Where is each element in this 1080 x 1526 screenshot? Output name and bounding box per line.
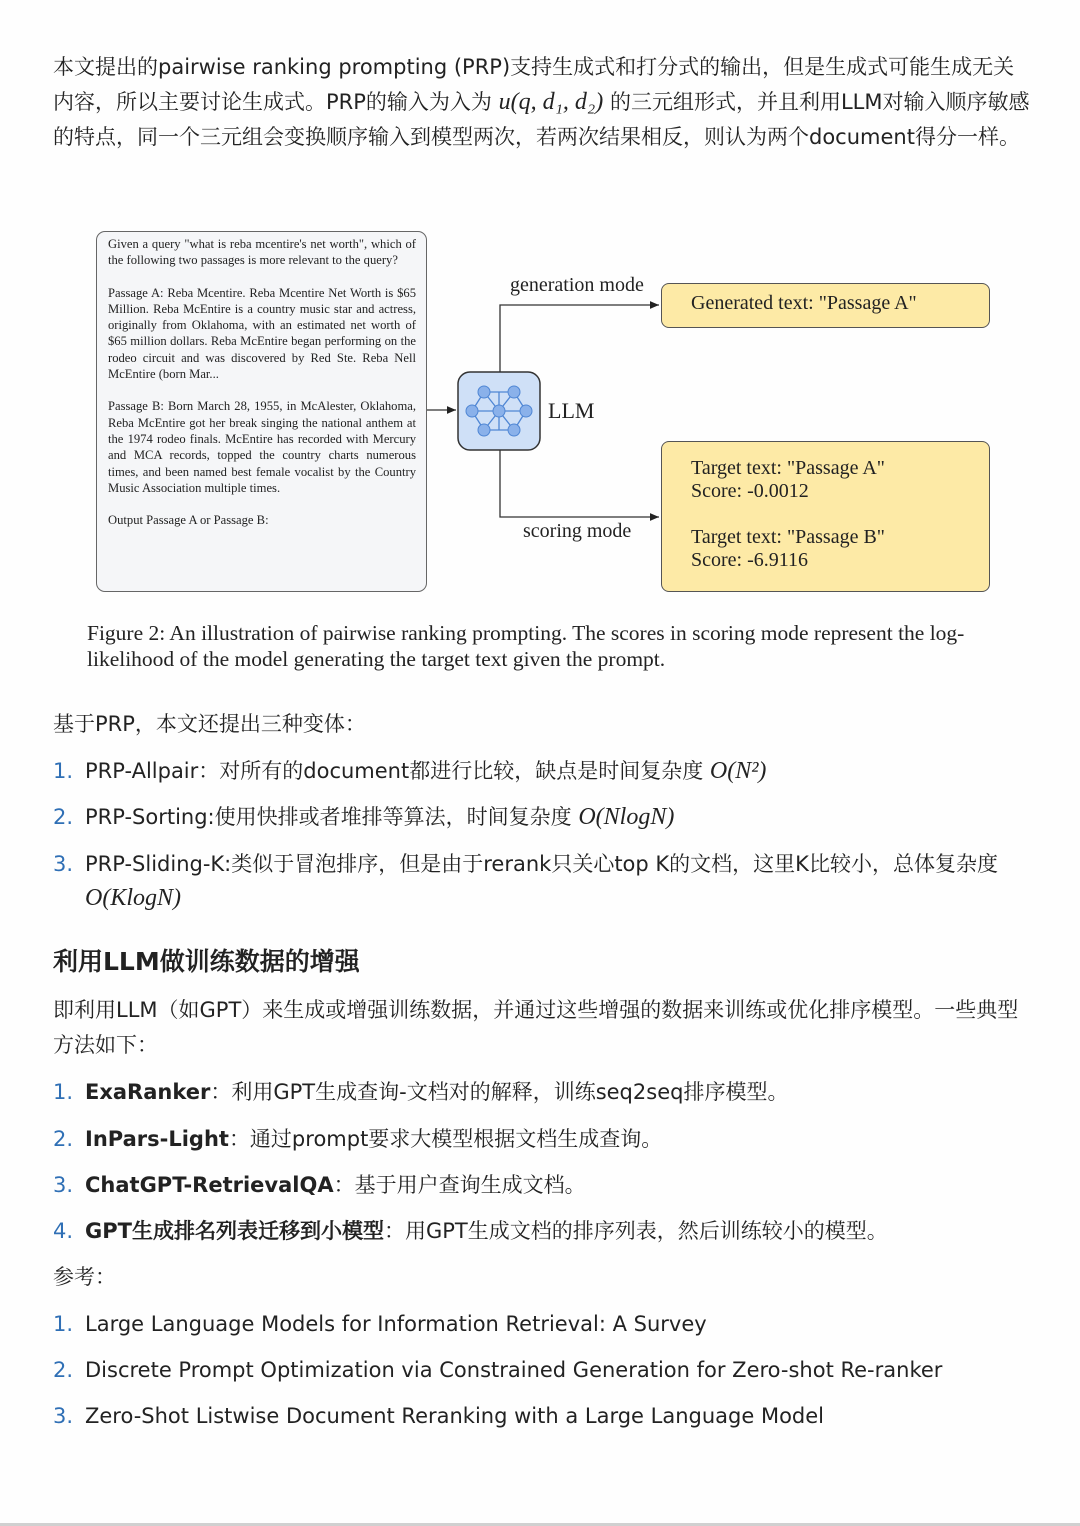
figure-caption: Figure 2: An illustration of pairwise ranking prompting. The scores in scoring mode represent the log-likelihood of the model generating the target text given the prompt. — [87, 621, 965, 671]
list-item — [53, 1075, 1030, 1109]
target-b: Target text: "Passage B" — [691, 526, 885, 548]
list-text: ：用GPT生成文档的排序列表，然后训练较小的模型。 — [383, 1219, 888, 1243]
reference-item — [53, 1353, 1030, 1387]
list-number: 3. — [53, 1173, 74, 1197]
method-name: ExaRanker — [85, 1080, 211, 1104]
list-item — [53, 754, 1030, 788]
method-name: ChatGPT-RetrievalQA — [85, 1173, 334, 1197]
intro-paragraph — [53, 50, 1030, 155]
generated-text: Generated text: "Passage A" — [691, 292, 917, 314]
complexity-formula: O(KlogN) — [85, 885, 181, 911]
reference-text: Large Language Models for Information Retrieval: A Survey — [85, 1312, 707, 1336]
arrow-scoring — [500, 450, 659, 517]
list-number: 3. — [53, 1404, 74, 1428]
list-number: 1. — [53, 1080, 74, 1104]
intro-text-2: 的三元组形式，并且利用LLM对输入顺序敏感的特点，同一个三元组会变换顺序输入到模型两次，若两次结果相反，则认为两个document得分一样。 — [53, 90, 1030, 149]
references-title: 参考： — [53, 1265, 116, 1289]
llm-network-icon — [458, 372, 540, 450]
complexity-formula: O(N²) — [709, 758, 767, 784]
reference-text: Discrete Prompt Optimization via Constrained Generation for Zero-shot Re-ranker — [85, 1358, 943, 1382]
reference-item — [53, 1307, 1030, 1341]
variants-intro: 基于PRP，本文还提出三种变体： — [53, 712, 366, 736]
arrow-generation — [500, 305, 659, 372]
complexity-formula: O(NlogN) — [578, 804, 675, 830]
list-number: 4. — [53, 1219, 74, 1243]
list-text: PRP-Allpair：对所有的document都进行比较，缺点是时间复杂度 — [85, 759, 710, 783]
scores-box — [661, 441, 990, 592]
list-item — [53, 1122, 1030, 1156]
list-number: 2. — [53, 1127, 74, 1151]
list-number: 2. — [53, 805, 74, 829]
prompt-output: Output Passage A or Passage B: — [108, 513, 269, 528]
list-item — [53, 1214, 1030, 1248]
intro-text: 本文提出的pairwise ranking prompting (PRP)支持生成式和打分式的输出，但是生成式可能生成无关内容，所以主要讨论生成式。PRP的输入为入为 — [53, 55, 1015, 114]
prompt-question: Given a query "what is reba mcentire's net worth", which of the following two passages is more relevant to the query? — [108, 237, 416, 268]
list-text: ：基于用户查询生成文档。 — [333, 1173, 586, 1197]
list-item — [53, 1168, 1030, 1202]
llm-label: LLM — [548, 398, 595, 423]
list-item — [53, 847, 1030, 915]
generated-text-box — [661, 283, 990, 328]
list-item — [53, 800, 1030, 834]
section-heading: 利用LLM做训练数据的增强 — [53, 947, 360, 976]
target-a: Target text: "Passage A" — [691, 457, 885, 479]
list-number: 3. — [53, 852, 74, 876]
score-a: Score: -0.0012 — [691, 480, 809, 502]
reference-text: Zero-Shot Listwise Document Reranking with a Large Language Model — [85, 1404, 824, 1428]
list-text: ：利用GPT生成查询-文档对的解释，训练seq2seq排序模型。 — [210, 1080, 789, 1104]
passage-b: Passage B: Born March 28, 1955, in McAlester, Oklahoma, Reba McEntire got her break singing the national anthem at the 1974 rodeo finals. McEntire has recorded with Mercury and MCA records, topped the country charts numerous times, and been named best female vocalist by the Country Music Association multiple times. — [108, 399, 416, 495]
list-text: PRP-Sorting:使用快排或者堆排等算法，时间复杂度 — [85, 805, 579, 829]
method-name: GPT生成排名列表迁移到小模型 — [85, 1219, 384, 1243]
list-text: PRP-Sliding-K:类似于冒泡排序，但是由于rerank只关心top K的文档，这里K比较小，总体复杂度 — [85, 852, 998, 876]
section-paragraph: 即利用LLM（如GPT）来生成或增强训练数据，并通过这些增强的数据来训练或优化排序模型。一些典型方法如下： — [53, 998, 1019, 1057]
generation-mode-label: generation mode — [510, 274, 644, 296]
list-text: ：通过prompt要求大模型根据文档生成查询。 — [228, 1127, 663, 1151]
scoring-mode-label: scoring mode — [523, 520, 632, 542]
triple-formula: u(q, d₁, d₂) — [498, 89, 604, 115]
prompt-box — [96, 231, 427, 592]
passage-a: Passage A: Reba Mcentire. Reba Mcentire Net Worth is $65 Million. Reba McEntire is a country music star and actress, originally from Oklahoma, with an estimated net worth of $65 million dollars. Reba McEntire began performing on the rodeo circuit and was discovered by Red Ste. Reba Nell McEntire (born Mar... — [108, 285, 416, 382]
list-number: 1. — [53, 759, 74, 783]
list-number: 2. — [53, 1358, 74, 1382]
method-name: InPars-Light — [85, 1127, 229, 1151]
reference-item — [53, 1399, 1030, 1433]
score-b: Score: -6.9116 — [691, 549, 809, 571]
list-number: 1. — [53, 1312, 74, 1336]
